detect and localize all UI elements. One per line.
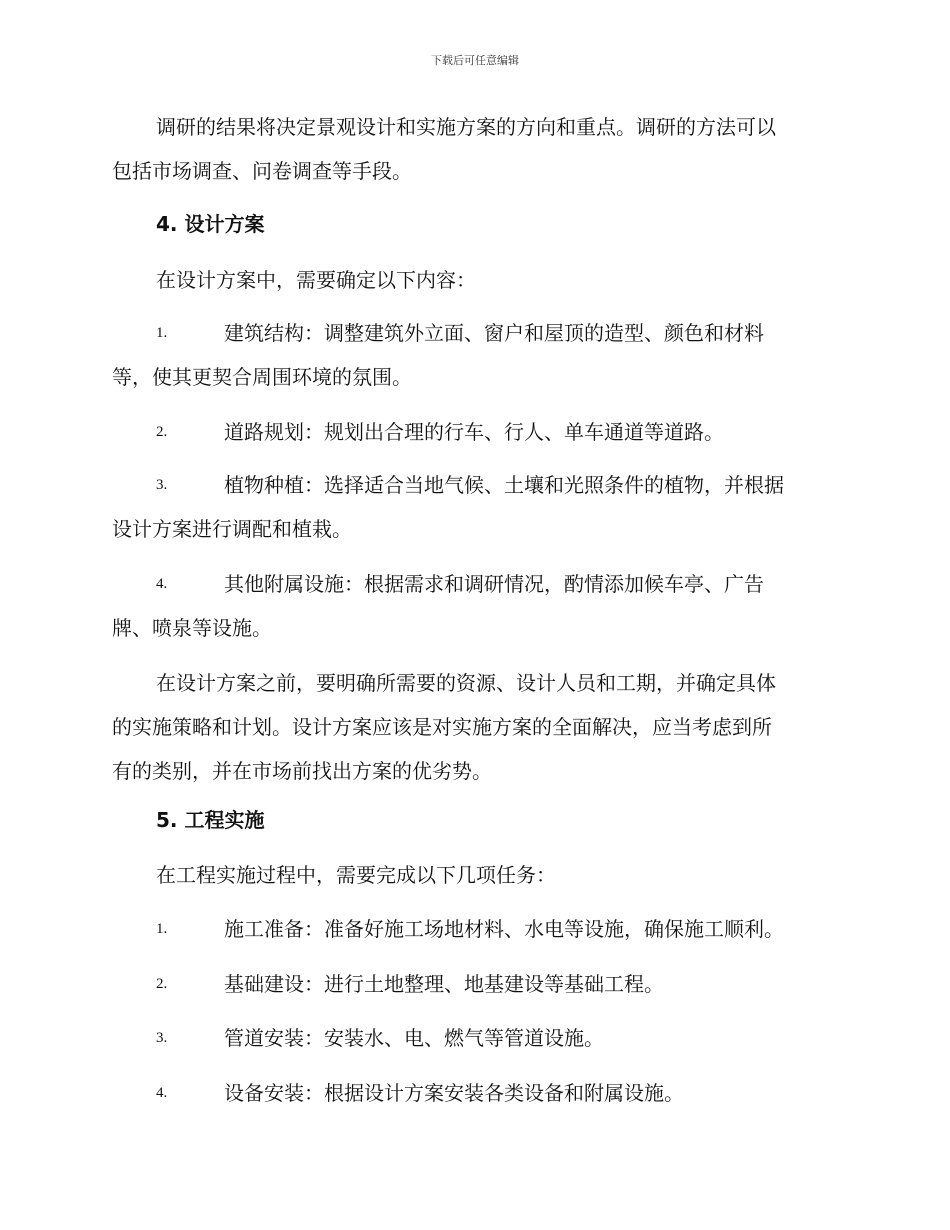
list-item-number: 2. [156, 976, 168, 992]
list-item-text: 牌、喷泉等设施。 [112, 616, 272, 640]
list-item [112, 962, 834, 1006]
list-item-text: 其他附属设施：根据需求和调研情况，酌情添加候车亭、广告 [224, 572, 764, 596]
list-item-text: 施工准备：准备好施工场地材料、水电等设施，确保施工顺利。 [224, 917, 784, 941]
list-item-number: 1. [156, 325, 168, 341]
list-item-text: 设计方案进行调配和植栽。 [112, 517, 352, 541]
design-summary-line: 的实施策略和计划。设计方案应该是对实施方案的全面解决，应当考虑到所 [112, 715, 772, 739]
intro-paragraph-line: 包括市场调查、问卷调查等手段。 [112, 159, 412, 183]
construction-intro [112, 853, 834, 897]
list-item [112, 410, 834, 454]
list-item-text: 管道安装：安装水、电、燃气等管道设施。 [224, 1026, 604, 1050]
list-item-number: 3. [156, 1030, 168, 1046]
list-item-number: 4. [156, 1085, 168, 1101]
intro-paragraph [112, 105, 834, 193]
design-intro [112, 258, 834, 302]
list-item-text: 基础建设：进行土地整理、地基建设等基础工程。 [224, 972, 664, 996]
list-item-text: 设备安装：根据设计方案安装各类设备和附属设施。 [224, 1081, 684, 1105]
design-summary-line: 在设计方案之前，要明确所需要的资源、设计人员和工期，并确定具体 [156, 671, 776, 695]
list-item-number: 1. [156, 921, 168, 937]
section-heading-construction: 5. 工程实施 [156, 808, 265, 832]
list-item-number: 2. [156, 424, 168, 440]
list-item [112, 1071, 834, 1115]
design-intro-text: 在设计方案中，需要确定以下内容： [156, 268, 476, 292]
list-item [112, 907, 834, 951]
list-item [112, 311, 834, 399]
design-summary-line: 有的类别，并在市场前找出方案的优劣势。 [112, 759, 492, 783]
list-item [112, 1016, 834, 1060]
page-header: 下载后可任意编辑 [431, 54, 519, 67]
list-item-text: 建筑结构：调整建筑外立面、窗户和屋顶的造型、颜色和材料 [224, 321, 764, 345]
list-item [112, 562, 834, 650]
section-heading-design: 4. 设计方案 [156, 212, 265, 236]
list-item-number: 3. [156, 477, 168, 493]
design-summary [112, 661, 834, 793]
list-item-text: 等，使其更契合周围环境的氛围。 [112, 365, 412, 389]
list-item-text: 道路规划：规划出合理的行车、行人、单车通道等道路。 [224, 420, 724, 444]
list-item [112, 463, 834, 551]
construction-intro-text: 在工程实施过程中，需要完成以下几项任务： [156, 863, 556, 887]
list-item-text: 植物种植：选择适合当地气候、土壤和光照条件的植物，并根据 [224, 473, 784, 497]
intro-paragraph-line: 调研的结果将决定景观设计和实施方案的方向和重点。调研的方法可以 [156, 115, 776, 139]
list-item-number: 4. [156, 576, 168, 592]
